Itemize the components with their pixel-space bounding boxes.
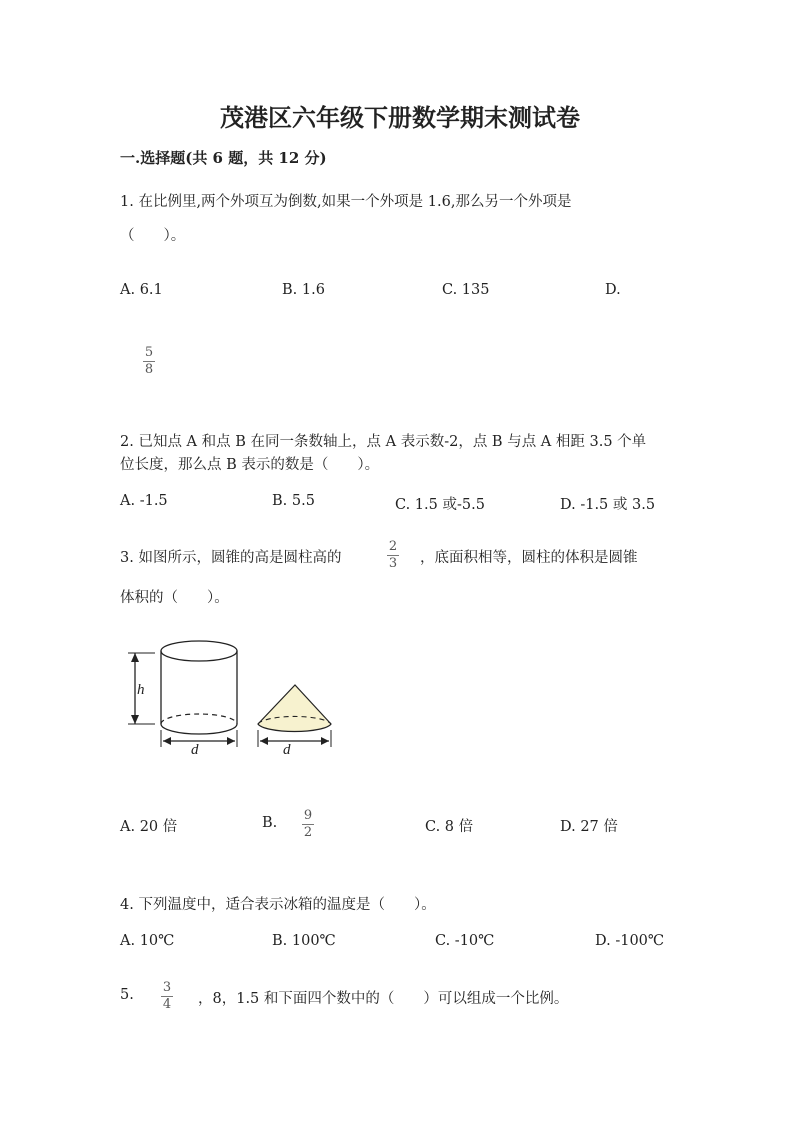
q2-option-b[interactable]: B. 5.5	[272, 493, 315, 509]
q5-number: 5.	[120, 987, 134, 1003]
q2-text: 2. 已知点 A 和点 B 在同一条数轴上，点 A 表示数-2，点 B 与点 A 相距 3.5 个单	[120, 434, 647, 450]
q2-option-a[interactable]: A. -1.5	[120, 493, 168, 509]
fraction-numerator: 2	[388, 539, 398, 554]
q4-option-c[interactable]: C. -10℃	[435, 933, 495, 949]
q3-option-d[interactable]: D. 27 倍	[560, 819, 618, 835]
q1-option-a[interactable]: A. 6.1	[120, 282, 163, 298]
q1-option-d[interactable]: D.	[605, 282, 621, 298]
q3-text-cont: ，底面积相等，圆柱的体积是圆锥	[420, 550, 638, 566]
q1-text-cont: （ ）。	[120, 228, 186, 244]
q1-text: 1. 在比例里,两个外项互为倒数,如果一个外项是 1.6,那么另一个外项是	[120, 194, 572, 210]
height-label: h	[137, 682, 145, 698]
q3-text-line2: 体积的（ ）。	[120, 590, 229, 606]
q3-option-c[interactable]: C. 8 倍	[425, 819, 474, 835]
fraction-denominator: 3	[388, 556, 398, 571]
q3-option-a[interactable]: A. 20 倍	[120, 819, 178, 835]
q4-text: 4. 下列温度中，适合表示冰箱的温度是（ ）。	[120, 897, 436, 913]
q1-option-c[interactable]: C. 135	[442, 282, 490, 298]
q3-option-b[interactable]: B.	[262, 815, 278, 831]
q3-fraction	[387, 540, 399, 571]
q5-text: ，8，1.5 和下面四个数中的（ ）可以组成一个比例。	[198, 991, 569, 1007]
cone-diameter-label: d	[283, 742, 291, 758]
q4-option-a[interactable]: A. 10℃	[120, 933, 175, 949]
q1-option-d-fraction	[143, 346, 155, 377]
section-heading: 一.选择题(共 6 题，共 12 分)	[120, 149, 327, 167]
q4-option-b[interactable]: B. 100℃	[272, 933, 336, 949]
page-title: 茂港区六年级下册数学期末测试卷	[220, 103, 580, 132]
fraction-denominator: 8	[144, 362, 154, 377]
fraction-denominator: 2	[303, 825, 313, 840]
fraction-numerator: 9	[303, 808, 313, 823]
q4-option-d[interactable]: D. -100℃	[595, 933, 665, 949]
q3-text: 3. 如图所示，圆锥的高是圆柱高的	[120, 550, 342, 566]
q2-option-c[interactable]: C. 1.5 或-5.5	[395, 497, 485, 513]
q2-text-cont: 位长度，那么点 B 表示的数是（ ）。	[120, 457, 380, 473]
fraction-numerator: 5	[144, 345, 154, 360]
cylinder-cone-figure	[125, 635, 340, 760]
q1-option-b[interactable]: B. 1.6	[282, 282, 325, 298]
fraction-numerator: 3	[162, 980, 172, 995]
fraction-denominator: 4	[162, 997, 172, 1012]
q2-option-d[interactable]: D. -1.5 或 3.5	[560, 497, 656, 513]
q5-fraction	[161, 981, 173, 1012]
q3-option-b-fraction	[302, 809, 314, 840]
cylinder-diameter-label: d	[191, 742, 199, 758]
